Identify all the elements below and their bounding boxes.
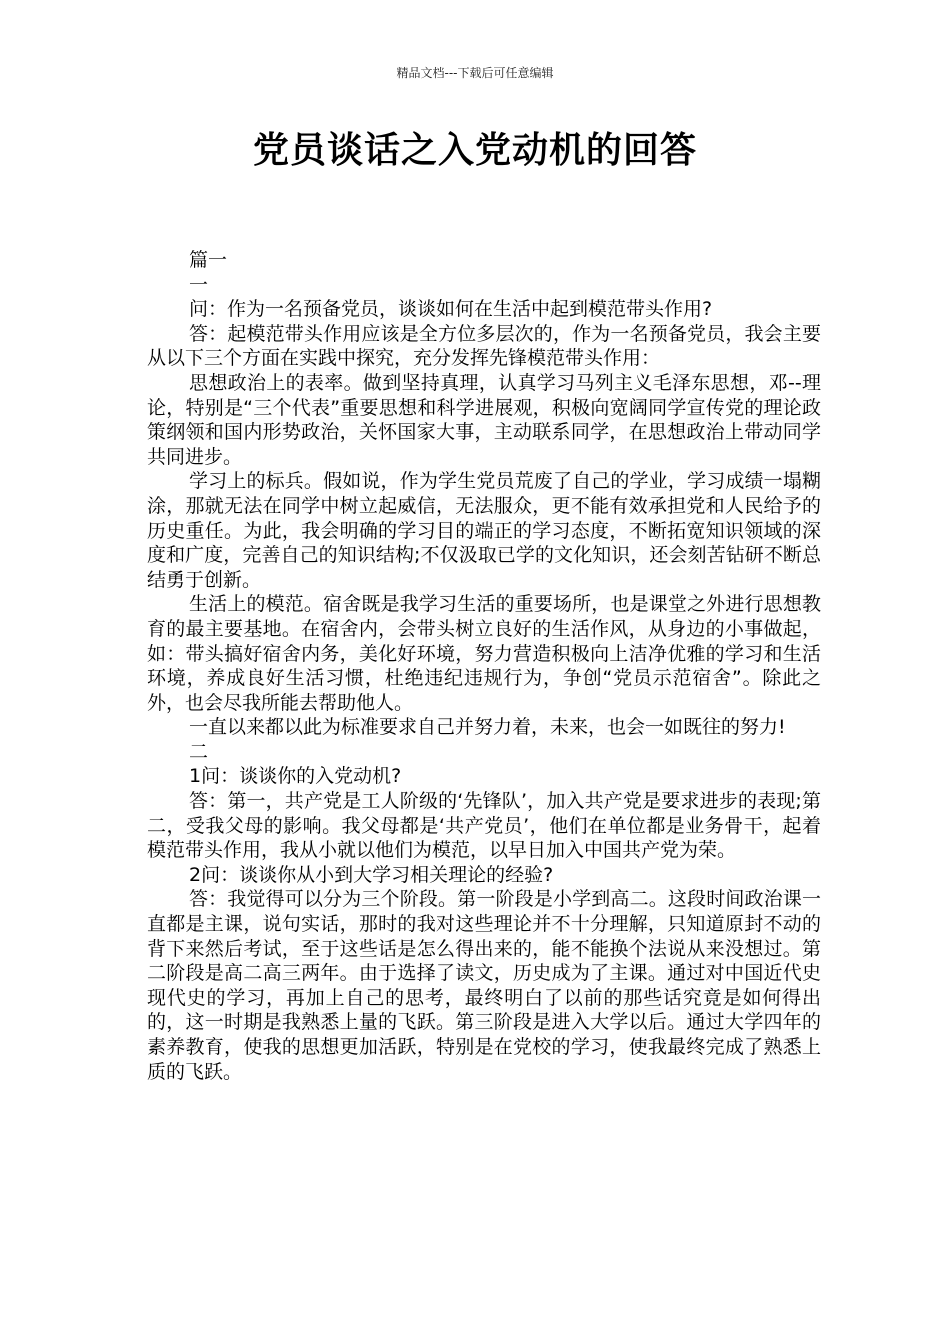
answer-paragraph: 答：起模范带头作用应该是全方位多层次的，作为一名预备党员，我会主要从以下三个方面在实践中探究，充分发挥先锋模范带头作用： bbox=[147, 322, 821, 370]
question-paragraph: 问：作为一名预备党员，谈谈如何在生活中起到模范带头作用? bbox=[189, 298, 713, 321]
body-paragraph: 思想政治上的表率。做到坚持真理，认真学习马列主义毛泽东思想，邓--理论，特别是“三个代表”重要思想和科学进展观，积极向宽阔同学宣传党的理论政策纲领和国内形势政治，关怀国家大事，主动联系同学，在思想政治上带动同学共同进步。 bbox=[147, 371, 821, 468]
section-heading: 篇一 bbox=[189, 249, 228, 271]
document-body bbox=[147, 248, 821, 1084]
question-paragraph: 1问：谈谈你的入党动机? bbox=[189, 765, 402, 788]
body-paragraph: 学习上的标兵。假如说，作为学生党员荒废了自己的学业，学习成绩一塌糊涂，那就无法在同学中树立起威信，无法服众，更不能有效承担党和人民给予的历史重任。为此，我会明确的学习目的端正的学习态度，不断拓宽知识领域的深度和广度，完善自己的知识结构;不仅汲取已学的文化知识，还会刻苦钻研不断总结勇于创新。 bbox=[147, 470, 821, 591]
answer-paragraph: 答：我觉得可以分为三个阶段。第一阶段是小学到高二。这段时间政治课一直都是主课，说句实话，那时的我对这些理论并不十分理解，只知道原封不动的背下来然后考试，至于这些话是怎么得出来的，能不能换个法说从来没想过。第二阶段是高二高三两年。由于选择了读文，历史成为了主课。通过对中国近代史现代史的学习，再加上自己的思考，最终明白了以前的那些话究竟是如何得出的，这一时期是我熟悉上量的飞跃。第三阶段是进入大学以后。通过大学四年的素养教育，使我的思想更加活跃，特别是在党校的学习，使我最终完成了熟悉上质的飞跃。 bbox=[147, 888, 821, 1083]
body-paragraph: 一直以来都以此为标准要求自己并努力着，未来，也会一如既往的努力! bbox=[189, 716, 786, 739]
document-title: 党员谈话之入党动机的回答 bbox=[252, 130, 697, 171]
header-note: 精品文档---下载后可任意编辑 bbox=[396, 66, 554, 80]
body-paragraph: 生活上的模范。宿舍既是我学习生活的重要场所，也是课堂之外进行思想教育的最主要基地。在宿舍内，会带头树立良好的生活作风，从身边的小事做起，如：带头搞好宿舍内务，美化好环境，努力营造积极向上洁净优雅的学习和生活环境，养成良好生活习惯，杜绝违纪违规行为，争创“党员示范宿舍”。除此之外，也会尽我所能去帮助他人。 bbox=[147, 593, 821, 714]
section-number: 二 bbox=[189, 740, 209, 763]
question-paragraph: 2问：谈谈你从小到大学习相关理论的经验? bbox=[189, 863, 554, 886]
answer-paragraph: 答：第一，共产党是工人阶级的‘先锋队’，加入共产党是要求进步的表现;第二，受我父母的影响。我父母都是‘共产党员’，他们在单位都是业务骨干，起着模范带头作用，我从小就以他们为模范，以早日加入中国共产党为荣。 bbox=[147, 790, 821, 862]
section-number: 一 bbox=[189, 273, 209, 296]
